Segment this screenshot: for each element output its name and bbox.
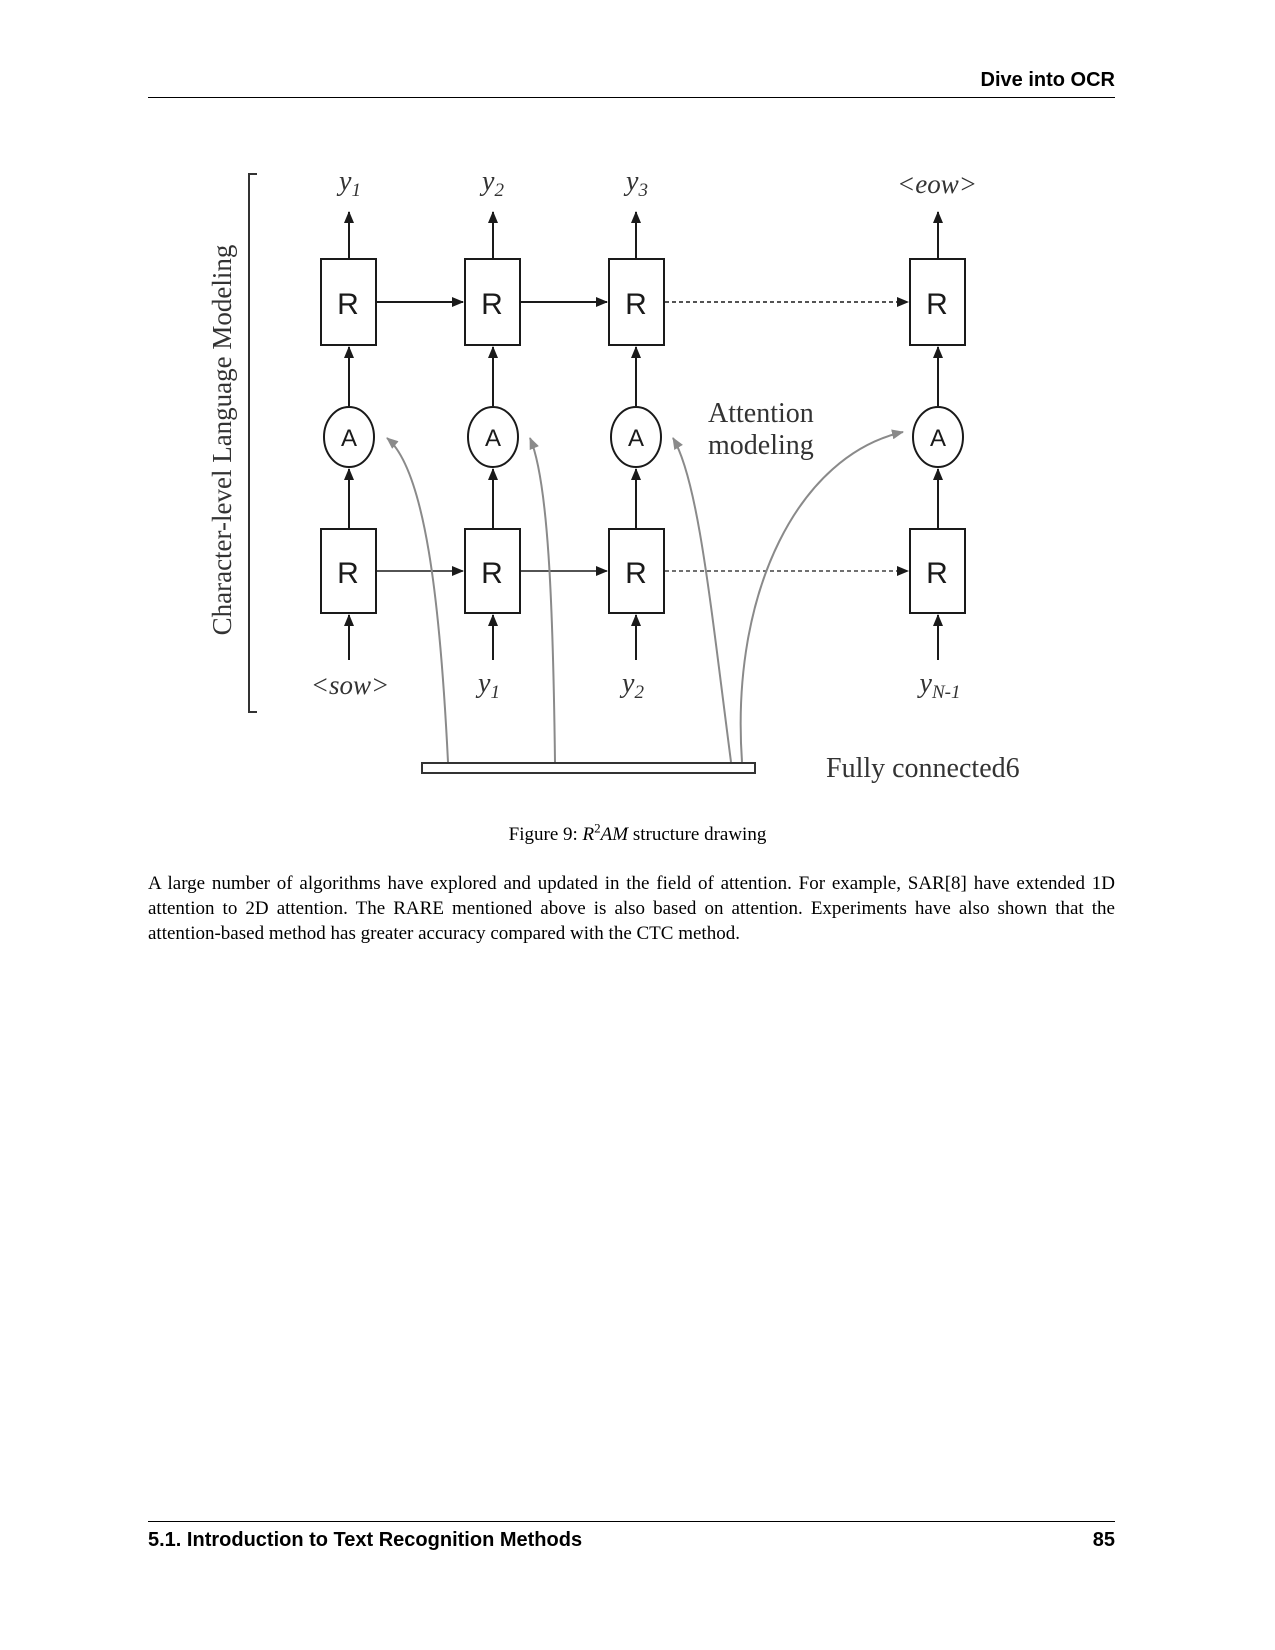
language-modeling-bracket (249, 174, 257, 712)
upper-r-box-2 (465, 259, 520, 345)
output-label-y1: $y_1$ (339, 166, 361, 201)
input-label-sow: <sow> (310, 670, 390, 700)
side-label-language-modeling: Character-level Language Modeling (207, 244, 237, 636)
lower-r-box-2 (465, 529, 520, 613)
attention-curve-to-a2 (530, 438, 555, 762)
input-label-y1: $y_1$ (478, 668, 500, 703)
svg-text:A: A (627, 425, 645, 452)
attention-curve-to-a1 (387, 438, 448, 762)
lower-r-box-4 (910, 529, 965, 613)
svg-text:R: R (337, 288, 359, 321)
svg-text:R: R (481, 288, 503, 321)
svg-text:R: R (926, 288, 948, 321)
lower-r-box-3 (609, 529, 664, 613)
svg-text:R: R (337, 557, 359, 590)
svg-text:A: A (484, 425, 502, 452)
svg-text:R: R (926, 557, 948, 590)
attention-curve-to-a3 (673, 438, 731, 762)
fully-connected-label: Fully connected6 (826, 753, 1020, 784)
attention-modeling-annotation: Attention modeling (708, 398, 814, 461)
input-label-yn-1: $y_{N-1}$ (919, 668, 961, 703)
attention-node-3 (611, 407, 661, 467)
svg-text:R: R (481, 557, 503, 590)
input-label-y2: $y_2$ (622, 668, 644, 703)
attention-curve-to-a4 (741, 432, 903, 762)
output-label-eow: <eow> (897, 169, 977, 199)
page-header-title: Dive into OCR (980, 69, 1115, 91)
output-label-y2: $y_2$ (482, 166, 504, 201)
upper-r-box-1 (321, 259, 376, 345)
footer-section-title: 5.1. Introduction to Text Recognition Methods (148, 1529, 583, 1551)
svg-text:R: R (625, 557, 647, 590)
lower-r-box-1 (321, 529, 376, 613)
footer-page-number: 85 (1092, 1529, 1115, 1551)
figure-caption: Figure 9: $R^2AM$ structure drawing (508, 820, 767, 845)
footer-divider (148, 1521, 1115, 1522)
body-paragraph: A large number of algorithms have explored and updated in the field of attention. For example, SAR[8] have extended 1D attention to 2D attention. The RARE mentioned above is also based on attention. Experiments have also shown that the attention-based method has greater accuracy compared with the CTC method. (148, 873, 1115, 944)
output-label-y3: $y_3$ (626, 166, 648, 201)
svg-text:R: R (625, 288, 647, 321)
r2am-structure-figure (0, 0, 1275, 800)
fully-connected-layer-bar (422, 763, 755, 773)
attention-node-4 (913, 407, 963, 467)
upper-r-box-4 (910, 259, 965, 345)
attention-node-1 (324, 407, 374, 467)
svg-text:A: A (340, 425, 358, 452)
attention-node-2 (468, 407, 518, 467)
svg-text:A: A (929, 425, 947, 452)
upper-r-box-3 (609, 259, 664, 345)
